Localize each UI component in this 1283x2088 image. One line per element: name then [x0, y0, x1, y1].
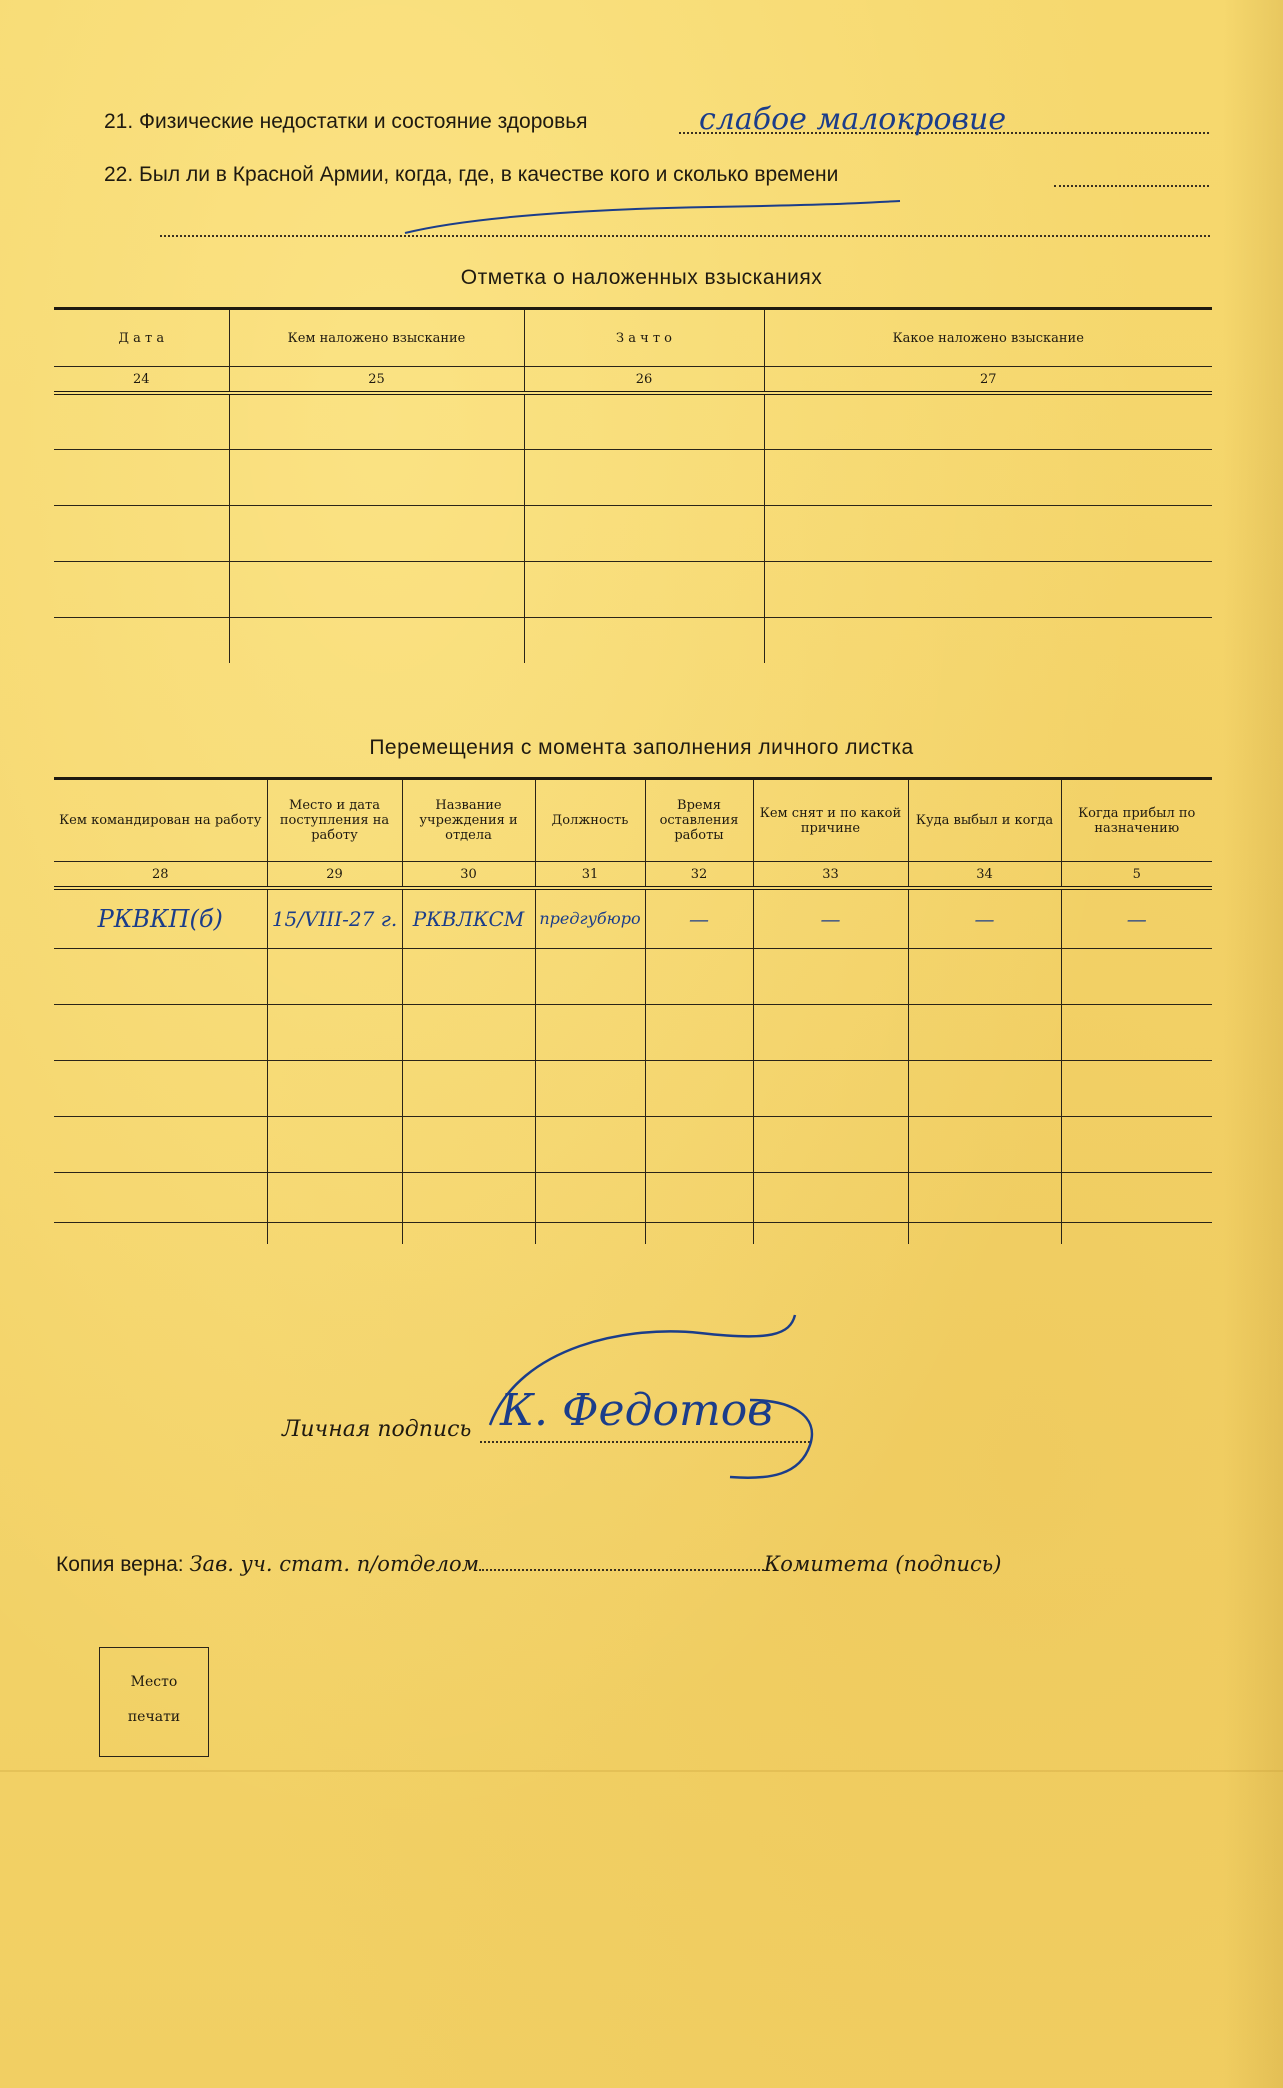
- column-number: 28: [54, 862, 267, 889]
- penalties-header-kind: Какое наложено взыскание: [764, 309, 1212, 367]
- handwritten-position: предгубюро: [535, 888, 645, 948]
- table-row: [54, 1222, 1212, 1244]
- penalties-header-date: Д а т а: [54, 309, 229, 367]
- stamp-line-1: Место: [130, 1674, 178, 1690]
- stamp-line-2: печати: [127, 1709, 181, 1725]
- table-row: [54, 561, 1212, 617]
- column-number: 33: [753, 862, 908, 889]
- handwritten-dash: —: [1061, 888, 1212, 948]
- handwritten-sent-by: РКВКП(б): [54, 888, 267, 948]
- question-21-label: 21. Физические недостатки и состояние здоровья: [104, 110, 588, 133]
- column-number: 25: [229, 367, 524, 394]
- copy-right: Комитета (подпись): [764, 1552, 1002, 1576]
- penalties-title: Отметка о наложенных взысканиях: [460, 266, 823, 289]
- penalties-header-for-what: З а ч т о: [524, 309, 764, 367]
- moves-header-place-date: Место и дата поступления на работу: [267, 779, 402, 862]
- handwritten-date: 15/VIII-27 г.: [267, 888, 402, 948]
- penalties-table: [54, 307, 1212, 663]
- question-21-answer: слабое малокровие: [699, 102, 1007, 137]
- moves-header-leave-time: Время оставления работы: [645, 779, 753, 862]
- column-number: 34: [908, 862, 1061, 889]
- column-number: 32: [645, 862, 753, 889]
- moves-header-removed-by: Кем снят и по какой причине: [753, 779, 908, 862]
- table-row: [54, 449, 1212, 505]
- column-number: 29: [267, 862, 402, 889]
- copy-left: Зав. уч. стат. п/отделом: [189, 1552, 480, 1576]
- signature-flourish: [450, 1305, 830, 1485]
- table-row: [54, 617, 1212, 663]
- copy-prefix: Копия верна:: [56, 1553, 184, 1576]
- table-row: [54, 1116, 1212, 1172]
- handwritten-dash: —: [753, 888, 908, 948]
- signature-label: Личная подпись: [282, 1417, 472, 1442]
- table-row: [54, 948, 1212, 1004]
- table-row: [54, 505, 1212, 561]
- table-row: [54, 888, 1212, 948]
- column-number: 5: [1061, 862, 1212, 889]
- table-row: [54, 1004, 1212, 1060]
- moves-header-sent-by: Кем командирован на работу: [54, 779, 267, 862]
- column-number: 31: [535, 862, 645, 889]
- handwritten-dash: —: [645, 888, 753, 948]
- moves-title: Перемещения с момента заполнения личного листка: [369, 736, 914, 759]
- moves-header-left-to: Куда выбыл и когда: [908, 779, 1061, 862]
- handwritten-institution: РКВЛКСМ: [402, 888, 535, 948]
- moves-header-arrived: Когда прибыл по назначению: [1061, 779, 1212, 862]
- question-22: [104, 163, 838, 187]
- signature-handwriting: К. Федотов: [500, 1385, 773, 1436]
- copy-line: [56, 1552, 1001, 1577]
- penalties-header-by-whom: Кем наложено взыскание: [229, 309, 524, 367]
- handwritten-dash: —: [908, 888, 1061, 948]
- column-number: 30: [402, 862, 535, 889]
- dash-stroke: [390, 195, 910, 240]
- column-number: 24: [54, 367, 229, 394]
- question-21: [104, 102, 1007, 137]
- table-row: [54, 393, 1212, 449]
- table-row: [54, 1060, 1212, 1116]
- stamp-box: [99, 1647, 209, 1757]
- moves-header-position: Должность: [535, 779, 645, 862]
- column-number: 26: [524, 367, 764, 394]
- column-number: 27: [764, 367, 1212, 394]
- question-22-label: 22. Был ли в Красной Армии, когда, где, в качестве кого и сколько времени: [104, 163, 839, 186]
- moves-header-institution: Название учреждения и отдела: [402, 779, 535, 862]
- moves-table: [54, 777, 1212, 1244]
- table-row: [54, 1172, 1212, 1222]
